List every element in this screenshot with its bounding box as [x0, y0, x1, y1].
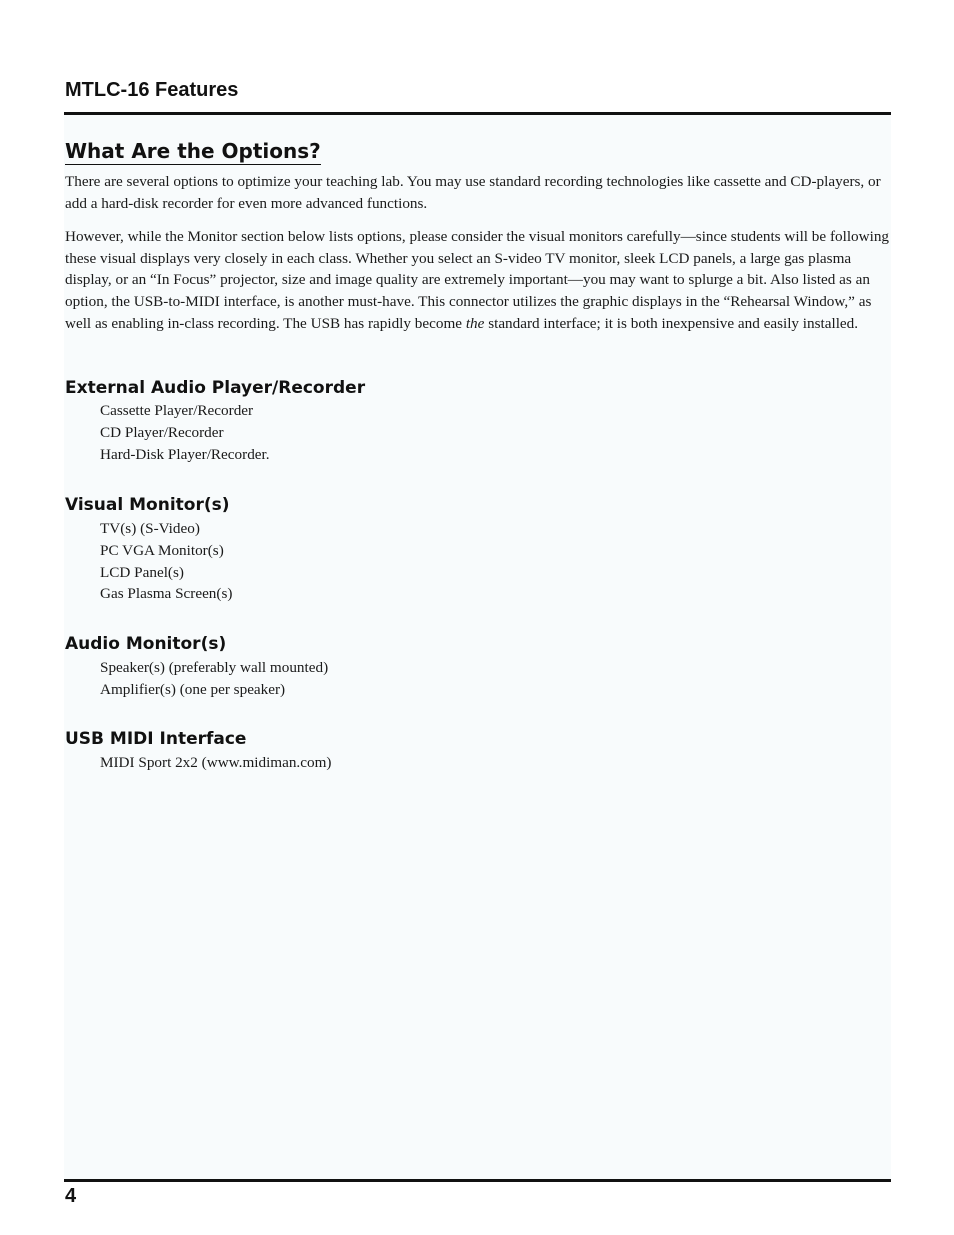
option-list-visual-monitors	[100, 518, 232, 605]
running-header-title: MTLC-16 Features	[65, 79, 239, 101]
list-item: Hard-Disk Player/Recorder.	[100, 445, 270, 463]
list-item: PC VGA Monitor(s)	[100, 541, 224, 559]
intro-paragraph: There are several options to optimize your teaching lab. You may use standard recording technologies like cassette and CD-players, or add a hard-disk recorder for even more advanced functions.	[65, 173, 881, 212]
section-heading: What Are the Options?	[65, 139, 321, 163]
list-item: Gas Plasma Screen(s)	[100, 585, 233, 603]
list-item: TV(s) (S-Video)	[100, 520, 200, 537]
list-item: CD Player/Recorder	[100, 423, 224, 441]
option-heading-visual-monitors: Visual Monitor(s)	[65, 495, 230, 515]
paragraph-text-end: standard interface; it is both inexpensive and easily installed.	[484, 314, 859, 332]
option-heading-audio-player: External Audio Player/Recorder	[65, 378, 366, 398]
page-number: 4	[65, 1185, 77, 1207]
option-list-audio-player	[100, 400, 270, 465]
option-list-usb-midi	[100, 752, 331, 774]
option-heading-usb-midi: USB MIDI Interface	[65, 729, 247, 749]
footer-rule	[64, 1179, 891, 1182]
option-list-audio-monitors	[100, 657, 328, 701]
list-item: Amplifier(s) (one per speaker)	[100, 680, 286, 698]
list-item: MIDI Sport 2x2 (www.midiman.com)	[100, 754, 332, 771]
list-item: Cassette Player/Recorder	[100, 402, 254, 419]
option-heading-audio-monitors: Audio Monitor(s)	[65, 634, 227, 654]
paragraph-text-start: However, while the Monitor section below lists options, please consider the visual monitors carefully—since students will be following these visual displays very closely in each class. Whether you select an S-video TV monitor, sleek LCD panels, a large gas plasma display, or an “In Focus” projector, size and image quality are extremely important—you may want to splurge a bit. Also listed as an option, the USB-to-MIDI interface, is another must-have. This connector utilizes the graphic displays in the “Rehearsal Window,” as well as enabling in-class recording. The USB has rapidly become	[65, 228, 890, 332]
list-item: Speaker(s) (preferably wall mounted)	[100, 659, 329, 676]
list-item: LCD Panel(s)	[100, 563, 184, 581]
monitor-advice-paragraph	[65, 226, 891, 335]
paragraph-italic-word: the	[465, 314, 485, 332]
